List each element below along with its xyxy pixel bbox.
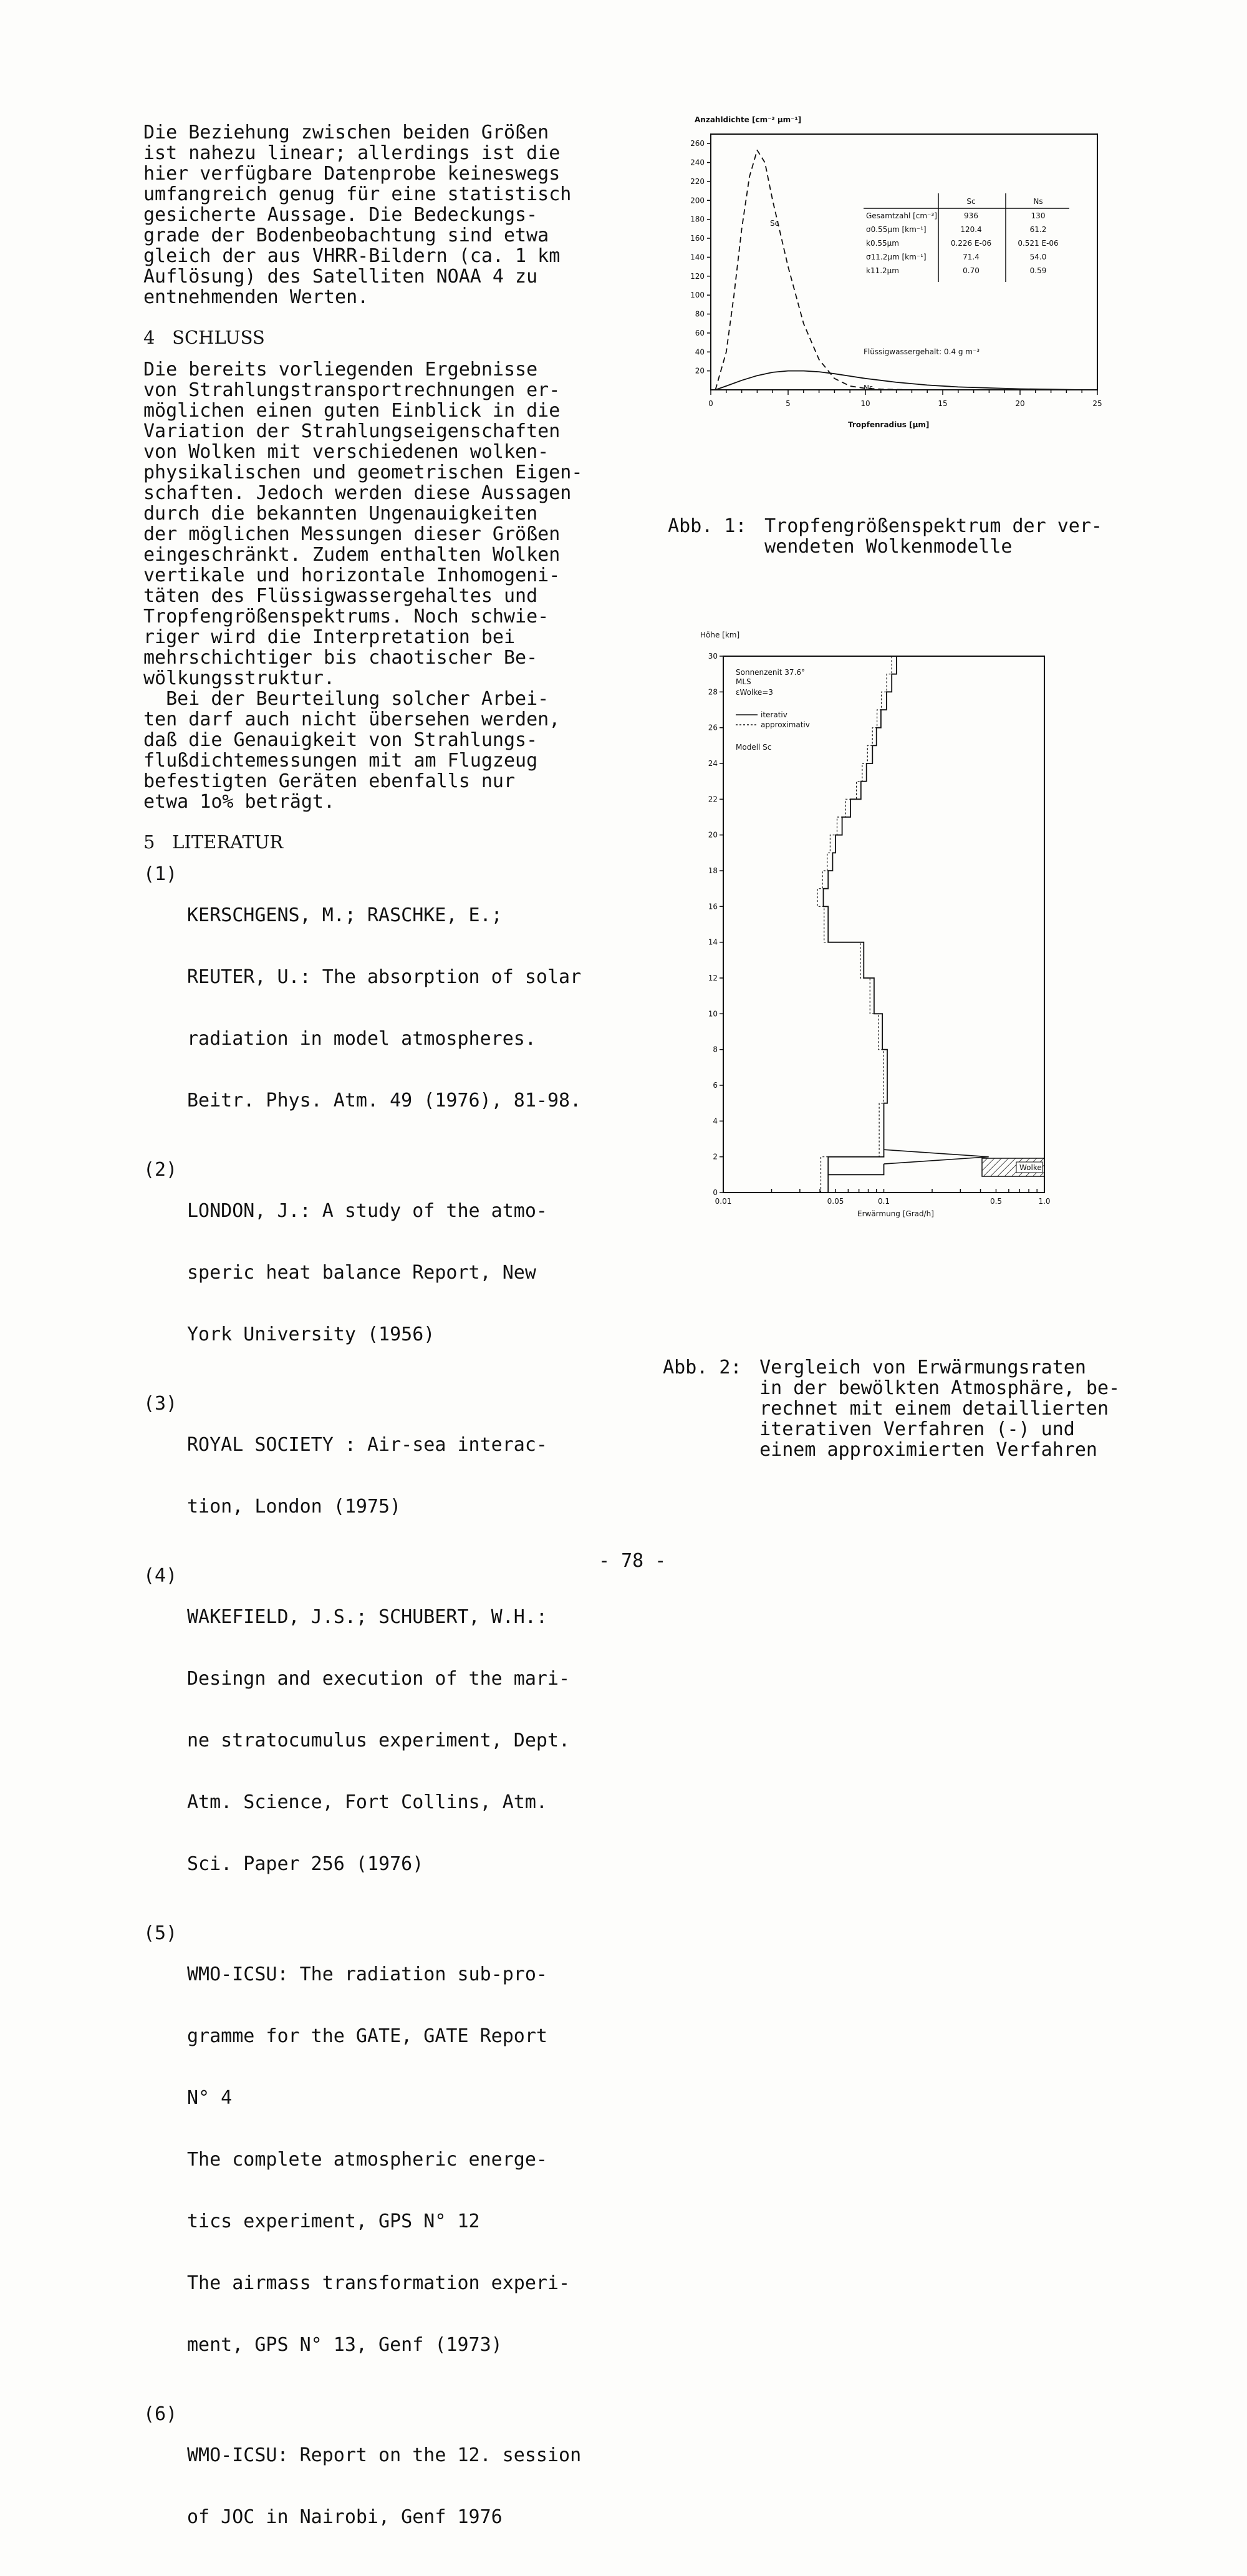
reference-number: (6) xyxy=(143,2403,178,2425)
caption-line: in der bewölkten Atmosphäre, be- xyxy=(759,1377,1120,1399)
text-line: durch die bekannten Ungenauigkeiten xyxy=(143,503,538,525)
fig1-ylabel-text: Anzahldichte [cm⁻³ μm⁻¹] xyxy=(695,115,802,124)
text-line: N° 4 xyxy=(187,2087,233,2109)
series-line-ns xyxy=(715,371,1082,390)
fig1-x-axis xyxy=(708,390,1102,408)
x-tick-label: 0.01 xyxy=(715,1197,732,1206)
y-tick-label: 40 xyxy=(695,347,705,357)
text-line: Beitr. Phys. Atm. 49 (1976), 81-98. xyxy=(187,1090,582,1111)
intro-paragraph xyxy=(143,122,624,307)
caption-line: Tropfengrößenspektrum der ver- xyxy=(764,515,1102,537)
table-cell: 0.521 E-06 xyxy=(1018,239,1059,248)
y-tick-label: 160 xyxy=(690,234,705,243)
fig2-x-axis xyxy=(715,1189,1051,1206)
text-line: ROYAL SOCIETY : Air-sea interac- xyxy=(187,1434,547,1456)
y-tick-label: 16 xyxy=(708,902,718,911)
text-line: Tropfengrößenspektrums. Noch schwie- xyxy=(143,606,549,627)
caption-label: Abb. 1: xyxy=(668,515,747,537)
caption-label: Abb. 2: xyxy=(663,1357,742,1378)
caption-line: einem approximierten Verfahren xyxy=(759,1439,1097,1461)
text-line: ist nahezu linear; allerdings ist die xyxy=(143,142,561,164)
table-cell: 54.0 xyxy=(1029,253,1047,261)
y-tick-label: 120 xyxy=(690,271,705,281)
x-tick-label: 1.0 xyxy=(1038,1197,1051,1206)
y-tick-label: 0 xyxy=(713,1188,718,1197)
fig2-cloud-layer xyxy=(982,1158,1044,1176)
text-line: speric heat balance Report, New xyxy=(187,1262,536,1284)
table-cell: 120.4 xyxy=(960,225,982,234)
fig2-xlabel: Erwärmung [Grad/h] xyxy=(857,1209,934,1218)
y-tick-label: 100 xyxy=(690,291,705,300)
text-line: eingeschränkt. Zudem enthalten Wolken xyxy=(143,544,561,566)
table-cell-label: σ11.2μm [km⁻¹] xyxy=(866,253,927,261)
text-line: Bei der Beurteilung solcher Arbei- xyxy=(143,688,549,710)
table-cell-label: σ0.55μm [km⁻¹] xyxy=(866,225,927,234)
text-line: Atm. Science, Fort Collins, Atm. xyxy=(187,1791,547,1813)
y-tick-label: 12 xyxy=(708,974,718,982)
y-tick-label: 2 xyxy=(713,1152,718,1161)
legend-text: Modell Sc xyxy=(736,743,772,752)
y-tick-label: 20 xyxy=(708,830,718,840)
x-tick-label: 0.5 xyxy=(989,1197,1003,1206)
table-cell: 0.70 xyxy=(963,266,980,275)
x-tick-label: 15 xyxy=(938,399,948,408)
text-line: KERSCHGENS, M.; RASCHKE, E.; xyxy=(187,904,503,926)
x-tick-label: 5 xyxy=(786,399,791,408)
text-line: REUTER, U.: The absorption of solar xyxy=(187,966,582,988)
text-line: tics experiment, GPS N° 12 xyxy=(187,2210,480,2232)
text-line: der möglichen Messungen dieser Größen xyxy=(143,523,561,545)
x-tick-label: 10 xyxy=(860,399,870,408)
reference-item xyxy=(143,1160,624,1386)
text-line: Die Beziehung zwischen beiden Größen xyxy=(143,122,549,143)
text-line: WAKEFIELD, J.S.; SCHUBERT, W.H.: xyxy=(187,1606,547,1628)
text-line: möglichen einen guten Einblick in die xyxy=(143,400,561,422)
text-line: vertikale und horizontale Inhomogeni- xyxy=(143,564,561,586)
text-line: York University (1956) xyxy=(187,1324,435,1345)
caption-line: iterativen Verfahren (-) und xyxy=(759,1418,1075,1440)
legend-text: Sonnenzenit 37.6° xyxy=(736,668,806,677)
y-tick-label: 26 xyxy=(708,723,718,732)
y-tick-label: 220 xyxy=(690,177,705,186)
y-tick-label: 18 xyxy=(708,866,718,875)
reference-item xyxy=(143,1566,624,1915)
text-line: WMO-ICSU: The radiation sub-pro- xyxy=(187,1963,547,1985)
table-cell: 0.226 E-06 xyxy=(950,239,992,248)
table-cell: 0.59 xyxy=(1029,266,1047,275)
caption-line: rechnet mit einem detaillierten xyxy=(759,1398,1109,1420)
x-tick-label: 0.1 xyxy=(877,1197,890,1206)
reference-item xyxy=(143,1393,624,1558)
x-tick-label: 25 xyxy=(1092,399,1102,408)
figure-2-caption xyxy=(640,1337,1120,1460)
y-tick-label: 260 xyxy=(690,139,705,148)
y-tick-label: 80 xyxy=(695,309,705,319)
table-cell: 936 xyxy=(964,211,978,220)
text-line: physikalischen und geometrischen Eigen- xyxy=(143,462,583,483)
table-cell: 130 xyxy=(1031,211,1046,220)
text-line: grade der Bodenbeobachtung sind etwa xyxy=(143,225,549,246)
text-line: umfangreich genug für eine statistisch xyxy=(143,183,572,205)
text-line: ment, GPS N° 13, Genf (1973) xyxy=(187,2334,503,2356)
text-line: radiation in model atmospheres. xyxy=(187,1028,536,1050)
text-line: hier verfügbare Datenprobe keineswegs xyxy=(143,163,561,185)
text-line: Sci. Paper 256 (1976) xyxy=(187,1853,424,1875)
y-tick-label: 22 xyxy=(708,795,718,804)
text-line: LONDON, J.: A study of the atmo- xyxy=(187,1200,547,1222)
fig1-annotation: Flüssigwassergehalt: 0.4 g m⁻³ xyxy=(864,347,980,356)
reference-item xyxy=(143,1923,624,2396)
text-line: täten des Flüssigwassergehaltes und xyxy=(143,585,538,607)
y-tick-label: 6 xyxy=(713,1081,718,1090)
text-line: of JOC in Nairobi, Genf 1976 xyxy=(187,2506,503,2528)
text-line: Variation der Strahlungseigenschaften xyxy=(143,420,561,442)
text-line: etwa 1o% beträgt. xyxy=(143,791,335,813)
fig2-y-axis xyxy=(708,652,723,1197)
text-line: WMO-ICSU: Report on the 12. session xyxy=(187,2444,582,2466)
y-tick-label: 24 xyxy=(708,759,718,768)
y-tick-label: 10 xyxy=(708,1009,718,1019)
y-tick-label: 200 xyxy=(690,196,705,205)
y-tick-label: 8 xyxy=(713,1045,718,1054)
section-heading-schluss: 4 SCHLUSS xyxy=(143,327,265,348)
caption-line: Vergleich von Erwärmungsraten xyxy=(759,1357,1086,1378)
cloud-peak-iterativ xyxy=(884,1150,989,1164)
reference-number: (5) xyxy=(143,1922,178,1944)
reference-item xyxy=(143,864,624,1152)
text-line: gesicherte Aussage. Die Bedeckungs- xyxy=(143,204,538,226)
text-line: Die bereits vorliegenden Ergebnisse xyxy=(143,359,538,380)
table-cell: 71.4 xyxy=(963,253,980,261)
text-line: Auflösung) des Satelliten NOAA 4 zu xyxy=(143,266,538,288)
y-tick-label: 140 xyxy=(690,253,705,262)
caption-line: wendeten Wolkenmodelle xyxy=(764,536,1013,558)
text-line: wölkungsstruktur. xyxy=(143,667,335,689)
text-line: entnehmenden Werten. xyxy=(143,286,369,308)
schluss-paragraph-1 xyxy=(143,359,624,689)
legend-text: MLS xyxy=(736,677,751,686)
table-cell-label: Gesamtzahl [cm⁻³] xyxy=(866,211,937,220)
reference-number: (2) xyxy=(143,1159,178,1181)
figure-1-chart xyxy=(686,112,1102,437)
table-header: Sc xyxy=(966,197,976,206)
y-tick-label: 240 xyxy=(690,158,705,167)
reference-number: (3) xyxy=(143,1393,178,1415)
schluss-paragraph-2 xyxy=(143,689,624,812)
x-tick-label: 0 xyxy=(708,399,713,408)
table-header: Ns xyxy=(1033,197,1043,206)
y-tick-label: 180 xyxy=(690,215,705,224)
fig1-label-ns: Ns xyxy=(864,384,874,392)
text-line: mehrschichtiger bis chaotischer Be- xyxy=(143,647,538,669)
left-column xyxy=(143,122,624,2576)
figure-1-caption xyxy=(645,495,1102,557)
reference-item xyxy=(143,2404,624,2569)
table-cell-label: k11.2μm xyxy=(866,266,899,275)
fig1-xlabel: Tropfenradius [μm] xyxy=(848,420,930,429)
text-line: gramme for the GATE, GATE Report xyxy=(187,2025,547,2047)
text-line: Desingn and execution of the mari- xyxy=(187,1668,571,1690)
text-line: tion, London (1975) xyxy=(187,1496,402,1518)
reference-number: (4) xyxy=(143,1565,178,1587)
x-tick-label: 0.05 xyxy=(827,1197,844,1206)
y-tick-label: 28 xyxy=(708,687,718,697)
figure-2-chart xyxy=(689,624,1069,1229)
text-line: schaften. Jedoch werden diese Aussagen xyxy=(143,482,572,504)
y-tick-label: 20 xyxy=(695,366,705,375)
reference-number: (1) xyxy=(143,863,178,885)
text-line: daß die Genauigkeit von Strahlungs- xyxy=(143,729,538,751)
text-line: The airmass transformation experi- xyxy=(187,2272,571,2294)
table-cell-label: k0.55μm xyxy=(866,239,899,248)
reference-list xyxy=(143,864,624,2569)
series-line-iterativ xyxy=(824,656,897,1193)
text-line: ne stratocumulus experiment, Dept. xyxy=(187,1730,571,1751)
fig1-label-sc: Sc xyxy=(770,219,779,228)
fig1-data-table xyxy=(864,193,1069,282)
legend-text: approximativ xyxy=(761,720,810,729)
y-tick-label: 4 xyxy=(713,1116,718,1126)
fig2-legend xyxy=(736,668,810,752)
fig2-ylabel: Höhe [km] xyxy=(700,631,740,639)
text-line: The complete atmospheric energe- xyxy=(187,2149,547,2171)
y-tick-label: 60 xyxy=(695,328,705,337)
text-line: flußdichtemessungen mit am Flugzeug xyxy=(143,750,538,772)
fig2-series xyxy=(817,656,989,1193)
text-line: befestigten Geräten ebenfalls nur xyxy=(143,770,516,792)
y-tick-label: 14 xyxy=(708,937,718,947)
text-line: gleich der aus VHRR-Bildern (ca. 1 km xyxy=(143,245,561,267)
fig1-ylabel xyxy=(695,115,801,124)
table-cell: 61.2 xyxy=(1029,225,1047,234)
page-number: - 78 - xyxy=(599,1550,667,1572)
cloud-label: Wolke xyxy=(1019,1163,1042,1172)
fig1-y-axis xyxy=(690,139,711,375)
text-line: von Strahlungstransportrechnungen er- xyxy=(143,379,561,401)
legend-text: iterativ xyxy=(761,710,787,719)
text-line: riger wird die Interpretation bei xyxy=(143,626,516,648)
text-line: ten darf auch nicht übersehen werden, xyxy=(143,709,561,730)
series-step xyxy=(828,1164,883,1174)
y-tick-label: 30 xyxy=(708,652,718,661)
text-line: von Wolken mit verschiedenen wolken- xyxy=(143,441,549,463)
legend-text: εWolke=3 xyxy=(736,688,773,697)
section-heading-literatur: 5 LITERATUR xyxy=(143,831,284,853)
x-tick-label: 20 xyxy=(1015,399,1025,408)
